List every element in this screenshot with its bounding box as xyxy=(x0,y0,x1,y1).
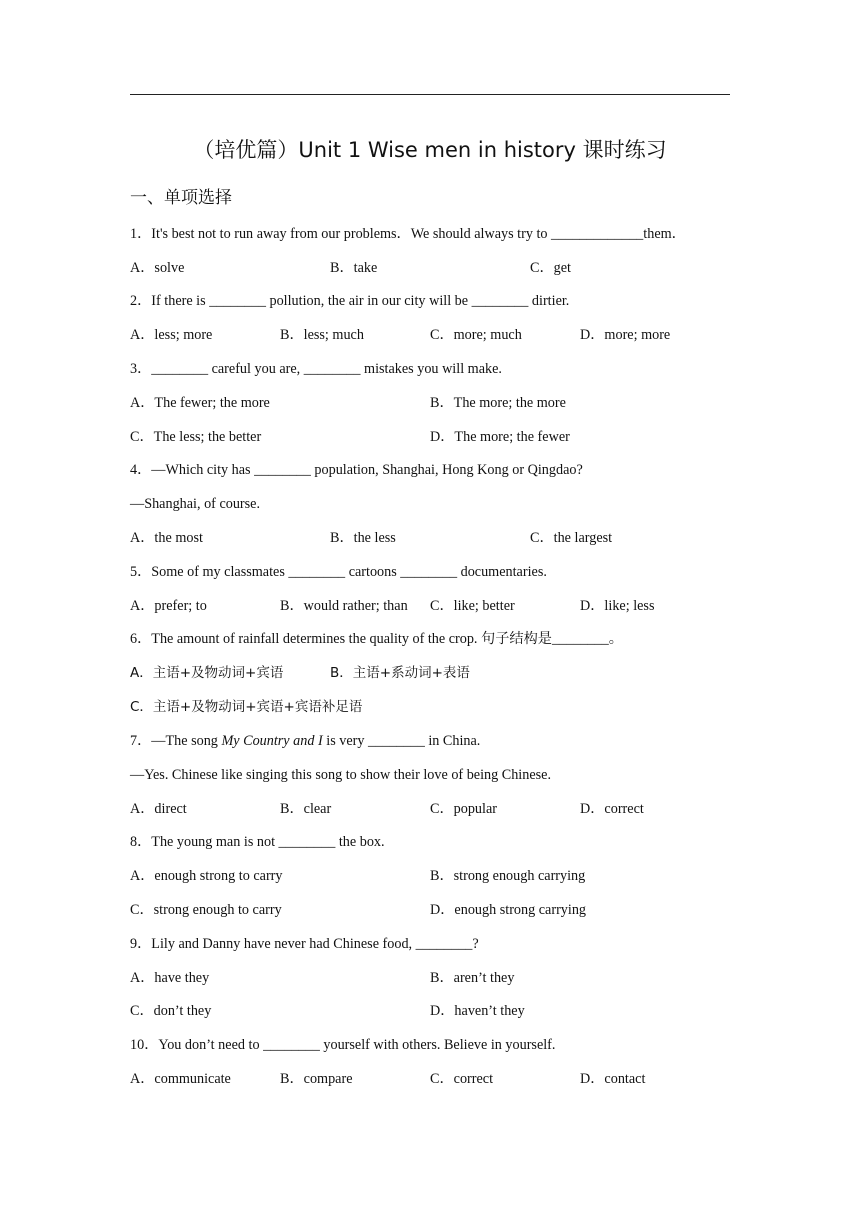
question-2-option-b[interactable]: B．less; much xyxy=(280,327,364,343)
question-7-stem xyxy=(130,731,480,751)
question-9-option-a[interactable]: A．have they xyxy=(130,970,210,986)
question-1-option-b[interactable]: B．take xyxy=(330,260,378,276)
question-7-stem-prefix: 7．—The song xyxy=(130,733,222,749)
question-10-option-b[interactable]: B．compare xyxy=(280,1071,353,1087)
question-2-option-d[interactable]: D．more; more xyxy=(580,327,671,343)
question-3-option-a[interactable]: A．The fewer; the more xyxy=(130,395,270,411)
question-4-reply: —Shanghai, of course. xyxy=(130,496,261,512)
question-5-option-a[interactable]: A．prefer; to xyxy=(130,598,207,614)
header-rule xyxy=(130,94,730,95)
page-title: （培优篇）Unit 1 Wise men in history 课时练习 xyxy=(193,138,667,162)
question-9-option-b[interactable]: B．aren’t they xyxy=(430,970,515,986)
question-7-option-d[interactable]: D．correct xyxy=(580,801,644,817)
question-3-option-d[interactable]: D．The more; the fewer xyxy=(430,429,570,445)
question-1-stem: 1．It's best not to run away from our problems．We should always try to _____________them． xyxy=(130,226,686,242)
question-7-stem-suffix: is very ________ in China. xyxy=(322,733,481,749)
question-9-option-c[interactable]: C．don’t they xyxy=(130,1003,212,1019)
question-4-stem: 4．—Which city has ________ population, Shanghai, Hong Kong or Qingdao? xyxy=(130,462,583,478)
question-6-stem: 6．The amount of rainfall determines the quality of the crop. 句子结构是________。 xyxy=(130,631,623,647)
question-4-option-a[interactable]: A．the most xyxy=(130,530,203,546)
question-10-option-d[interactable]: D．contact xyxy=(580,1071,646,1087)
question-2-option-a[interactable]: A．less; more xyxy=(130,327,213,343)
question-6-option-b[interactable]: B．主语+系动词+表语 xyxy=(330,665,470,681)
question-10-stem: 10．You don’t need to ________ yourself with others. Believe in yourself. xyxy=(130,1037,556,1053)
question-3-stem: 3．________ careful you are, ________ mistakes you will make. xyxy=(130,361,502,377)
question-3-option-c[interactable]: C．The less; the better xyxy=(130,429,262,445)
question-4-option-b[interactable]: B．the less xyxy=(330,530,396,546)
question-7-option-b[interactable]: B．clear xyxy=(280,801,332,817)
question-9-option-d[interactable]: D．haven’t they xyxy=(430,1003,525,1019)
question-7-reply: —Yes. Chinese like singing this song to show their love of being Chinese. xyxy=(130,767,552,783)
question-2-stem: 2．If there is ________ pollution, the air in our city will be ________ dirtier. xyxy=(130,293,570,309)
question-8-option-c[interactable]: C．strong enough to carry xyxy=(130,902,282,918)
question-8-option-b[interactable]: B．strong enough carrying xyxy=(430,868,586,884)
question-10-option-a[interactable]: A．communicate xyxy=(130,1071,231,1087)
question-9-stem: 9．Lily and Danny have never had Chinese food, ________? xyxy=(130,936,479,952)
question-2-option-c[interactable]: C．more; much xyxy=(430,327,522,343)
question-5-option-d[interactable]: D．like; less xyxy=(580,598,655,614)
question-1-option-c[interactable]: C．get xyxy=(530,260,571,276)
question-7-option-a[interactable]: A．direct xyxy=(130,801,187,817)
section-heading: 一、单项选择 xyxy=(130,188,232,208)
question-4-option-c[interactable]: C．the largest xyxy=(530,530,613,546)
question-6-option-c[interactable]: C．主语+及物动词+宾语+宾语补足语 xyxy=(130,699,363,715)
question-6-option-a[interactable]: A．主语+及物动词+宾语 xyxy=(130,665,284,681)
question-7-option-c[interactable]: C．popular xyxy=(430,801,497,817)
question-5-option-c[interactable]: C．like; better xyxy=(430,598,515,614)
question-3-option-b[interactable]: B．The more; the more xyxy=(430,395,566,411)
question-10-option-c[interactable]: C．correct xyxy=(430,1071,494,1087)
question-5-stem: 5．Some of my classmates ________ cartoons ________ documentaries. xyxy=(130,564,547,580)
question-5-option-b[interactable]: B．would rather; than xyxy=(280,598,408,614)
song-title: My Country and I xyxy=(221,733,323,749)
question-8-option-d[interactable]: D．enough strong carrying xyxy=(430,902,587,918)
question-8-option-a[interactable]: A．enough strong to carry xyxy=(130,868,283,884)
question-8-stem: 8．The young man is not ________ the box. xyxy=(130,834,385,850)
question-1-option-a[interactable]: A．solve xyxy=(130,260,185,276)
